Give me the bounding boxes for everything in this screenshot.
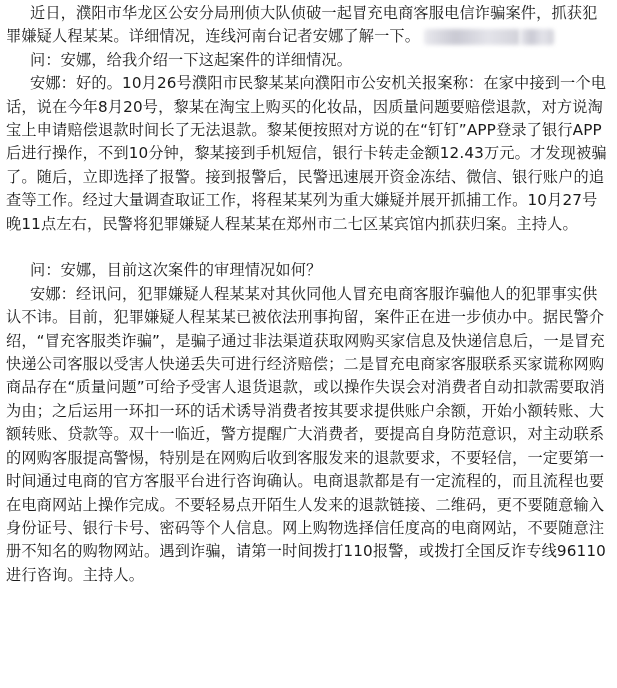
paragraph-answer-1 — [6, 72, 607, 236]
answer-1-text: 安娜：好的。10月26号濮阳市民黎某某向濮阳市公安机关报案称：在家中接到一个电话，说在今年8月20号，黎某在淘宝上购买的化妆品，因质量问题要赔偿退款，对方说淘宝上申请赔偿退款时间长了无法退款。黎某便按照对方说的在“钉钉”APP登录了银行APP后进行操作，不到10分钟，黎某接到手机短信，银行卡转走金额12.43万元。才发现被骗了。随后，立即选择了报警。接到报警后，民警迅速展开资金冻结、微信、银行账户的追查等工作。经过大量调查取证工作，将程某某列为重大嫌疑并展开抓捕工作。10月27号晚11点左右，民警将犯罪嫌疑人程某某在郑州市二七区某宾馆内抓获归案。主持人。 — [6, 74, 607, 233]
paragraph-question-1 — [6, 49, 607, 72]
redacted-phone-tail — [520, 29, 554, 45]
question-2-text: 问：安娜，目前这次案件的审理情况如何？ — [30, 261, 322, 280]
paragraph-spacer — [6, 236, 607, 259]
paragraph-answer-2 — [6, 283, 607, 587]
answer-2-text: 安娜：经讯问，犯罪嫌疑人程某某对其伙同他人冒充电商客服诈骗他人的犯罪事实供认不讳。目前，犯罪嫌疑人程某某已被依法刑事拘留，案件正在进一步侦办中。据民警介绍，“冒充客服类诈骗”，是骗子通过非法渠道获取网购买家信息及快递信息后，一是冒充快递公司客服以受害人快递丢失可进行经济赔偿；二是冒充电商家客服联系买家谎称网购商品存在“质量问题”可给予受害人退货退款，或以操作失误会对消费者自动扣款需要取消为由；之后运用一环扣一环的话术诱导消费者按其要求提供账户余额，开始小额转账、大额转账、贷款等。双十一临近，警方提醒广大消费者，要提高自身防范意识，对主动联系的网购客服提高警惕，特别是在网购后收到客服发来的退款要求，不要轻信，一定要第一时间通过电商的官方客服平台进行咨询确认。电商退款都是有一定流程的，而且流程也要在电商网站上操作完成。不要轻易点开陌生人发来的退款链接、二维码，更不要随意输入身份证号、银行卡号、密码等个人信息。网上购物选择信任度高的电商网站，不要随意注册不知名的购物网站。遇到诈骗，请第一时间拨打110报警，或拨打全国反诈专线96110进行咨询。主持人。 — [6, 284, 606, 584]
paragraph-intro — [6, 2, 607, 49]
question-1-text: 问：安娜，给我介绍一下这起案件的详细情况。 — [30, 50, 353, 69]
redacted-phone — [424, 29, 520, 45]
intro-text: 近日，濮阳市华龙区公安分局刑侦大队侦破一起冒充电商客服电信诈骗案件，抓获犯罪嫌疑人程某某。详细情况，连线河南台记者安娜了解一下。 — [6, 4, 598, 46]
paragraph-question-2 — [6, 259, 607, 282]
